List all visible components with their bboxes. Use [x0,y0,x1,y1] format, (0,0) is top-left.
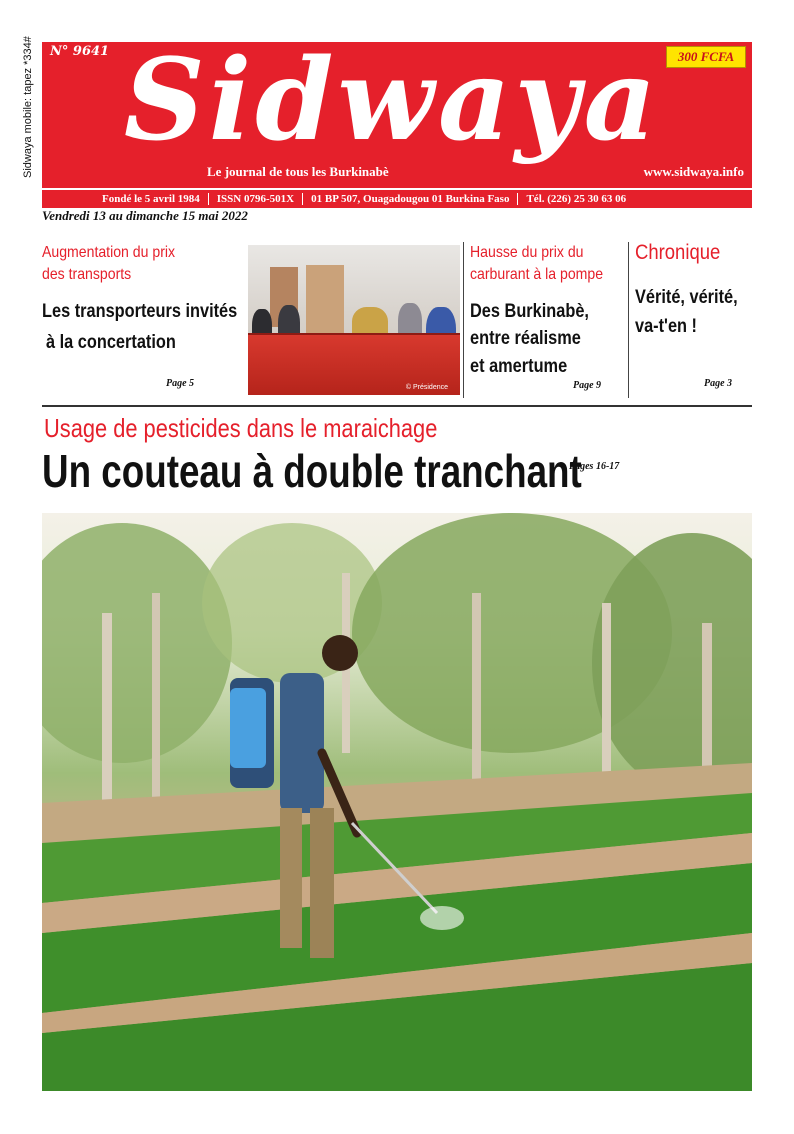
tree-trunk [472,593,481,783]
meeting-photo [248,245,460,395]
photo-door [306,265,344,335]
photo-illustration [42,513,752,1091]
teaser-page-ref: Page 9 [573,380,602,391]
teaser-headline: à la concertation [46,332,176,353]
teaser-headline: va-t'en ! [635,316,698,337]
tree-trunk [102,613,112,813]
pesticide-spraying-photo [42,513,752,1091]
teaser-headline: et amertume [470,356,568,377]
lead-headline[interactable]: Un couteau à double tranchant [42,445,582,497]
farmer-leg [280,808,302,948]
column-divider [463,242,464,398]
teaser-headline: Les transporteurs invités [42,301,238,322]
lead-page-ref: Pages 16-17 [569,461,620,472]
newspaper-logo[interactable]: Sidwaya [123,35,661,166]
sprayer-tank [230,688,266,768]
teaser-kicker: des transports [42,266,132,283]
teaser-page-ref: Page 3 [704,378,733,389]
column-divider [628,242,629,398]
teaser-kicker: carburant à la pompe [470,266,604,283]
farmer-leg [310,808,334,958]
tree-canopy [42,523,232,763]
info-bar [42,188,752,208]
teaser-kicker: Hausse du prix du [470,244,584,261]
section-divider [42,405,752,407]
issn: ISSN 0796-501X [209,193,303,205]
teaser-headline: Vérité, vérité, [635,287,738,308]
issue-date: Vendredi 13 au dimanche 15 mai 2022 [42,208,248,223]
masthead [42,35,752,188]
teaser-headline: Des Burkinabè, [470,301,589,322]
postal-address: 01 BP 507, Ouagadougou 01 Burkina Faso [303,193,518,205]
tagline: Le journal de tous les Burkinabè [207,164,389,179]
teaser-kicker: Augmentation du prix [42,244,176,261]
founded-date: Fondé le 5 avril 1984 [94,193,209,205]
farmer-torso [280,673,324,813]
website-link[interactable]: www.sidwaya.info [643,164,744,179]
lead-kicker: Usage de pesticides dans le maraichage [44,413,438,443]
photo-credit: © Présidence [405,384,448,391]
tree-trunk [152,593,160,803]
side-mobile-note: Sidwaya mobile: tapez *334# [22,36,34,178]
teaser-headline: entre réalisme [470,328,581,349]
farmer-head [322,635,358,671]
teaser-kicker: Chronique [635,241,721,264]
tree-trunk [602,603,611,773]
price-badge: 300 FCFA [666,46,746,68]
issue-number: N° 9641 [50,44,110,59]
spray-mist [420,906,464,930]
teaser-page-ref: Page 5 [166,378,195,389]
phone-number: Tél. (226) 25 30 63 06 [526,193,627,205]
